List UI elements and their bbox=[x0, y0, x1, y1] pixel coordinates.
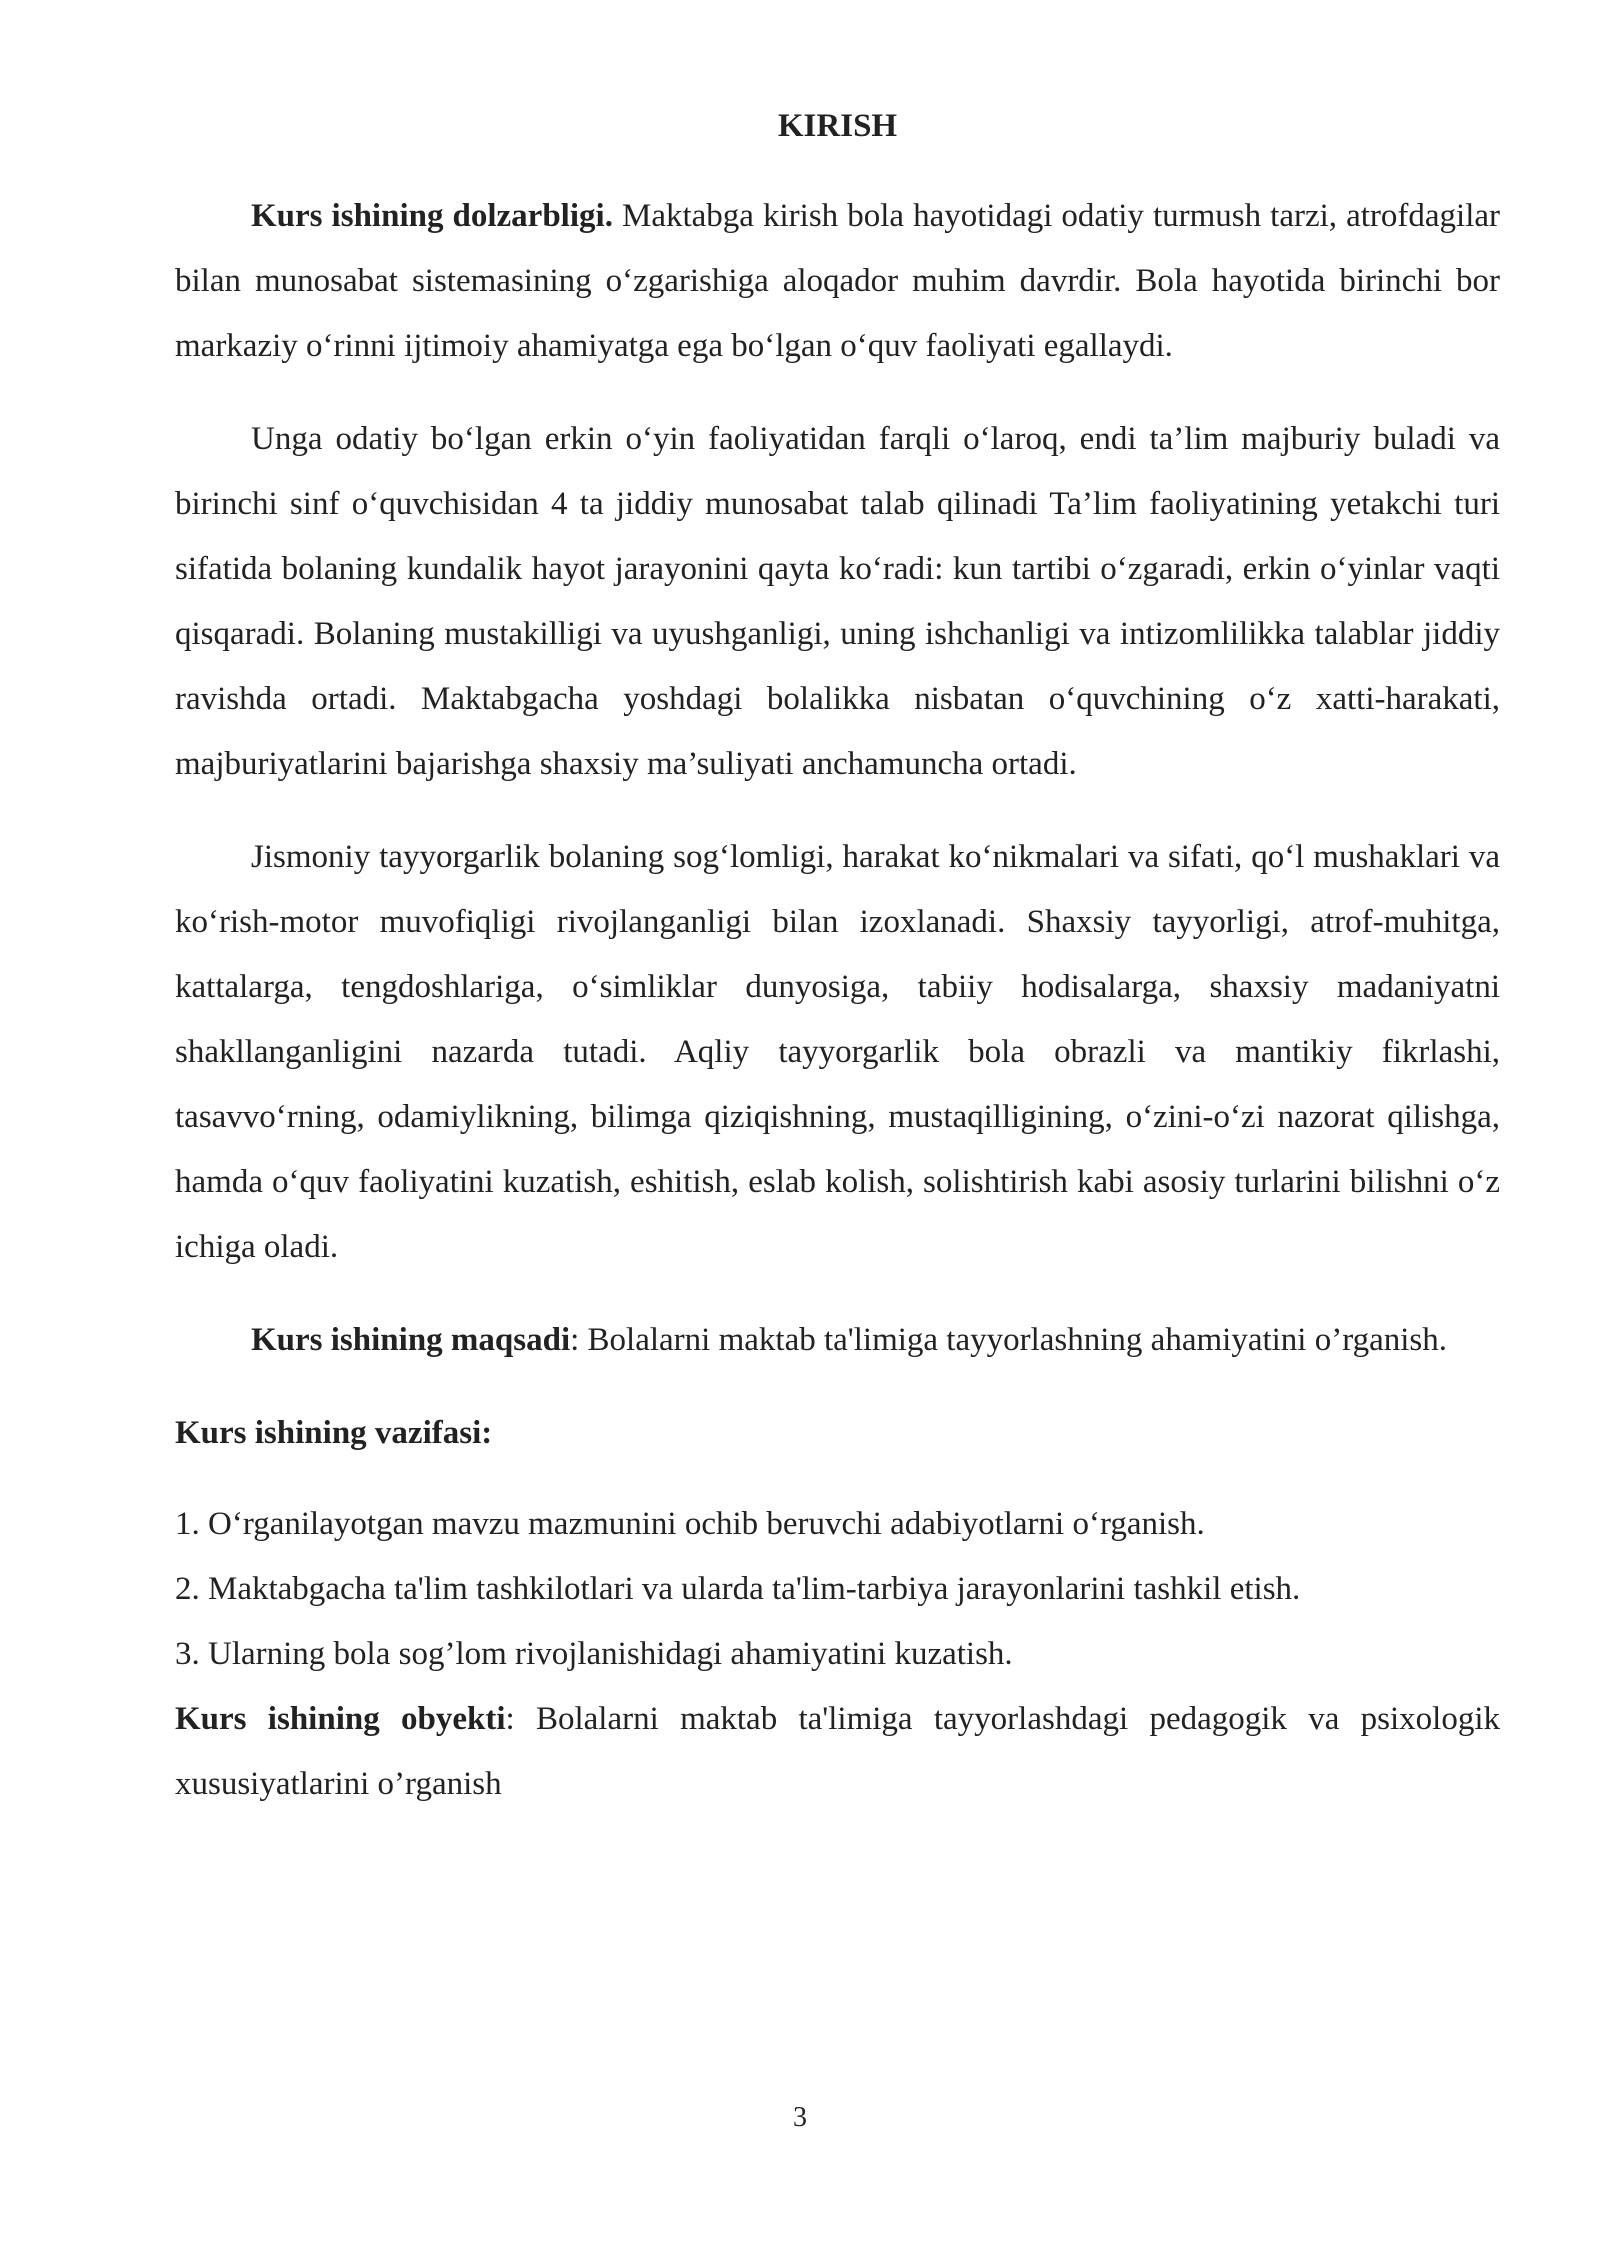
obyekti-text: : Bolalarni maktab ta'limiga tayyorlashdagi pedagogik va psixologik xususiyatlarini o’rganish bbox=[175, 1701, 1500, 1802]
vazifasi-heading: Kurs ishining vazifasi: bbox=[175, 1415, 493, 1451]
page-title: KIRISH bbox=[777, 108, 898, 144]
paragraph-dolzarbligi bbox=[175, 184, 1500, 379]
paragraph-2: Unga odatiy bo‘lgan erkin o‘yin faoliyatidan farqli o‘laroq, endi ta’lim majburiy buladi va birinchi sinf o‘quvchisidan 4 ta jiddiy munosabat talab qilinadi Ta’lim faoliyatining yetakchi turi sifatida bolaning kundalik hayot jarayonini qayta ko‘radi: kun tartibi o‘zgaradi, erkin o‘yinlar vaqti qisqaradi. Bolaning mustakilligi va uyushganligi, uning ishchanligi va intizomlilikka talablar jiddiy ravishda ortadi. Maktabgacha yoshdagi bolalikka nisbatan o‘quvchining o‘z xatti-harakati, majburiyatlarini bajarishga shaxsiy ma’suliyati anchamuncha ortadi. bbox=[175, 421, 1500, 782]
paragraph-3: Jismoniy tayyorgarlik bolaning sog‘lomligi, harakat ko‘nikmalari va sifati, qo‘l mushaklari va ko‘rish-motor muvofiqligi rivojlanganligi bilan izoxlanadi. Shaxsiy tayyorligi, atrof-muhitga, kattalarga, tengdoshlariga, o‘simliklar dunyosiga, tabiiy hodisalarga, shaxsiy madaniyatni shakllanganligini nazarda tutadi. Aqliy tayyorgarlik bola obrazli va mantikiy fikrlashi, tasavvo‘rning, odamiylikning, bilimga qiziqishning, mustaqilligining, o‘zini-o‘zi nazorat qilishga, hamda o‘quv faoliyatini kuzatish, eshitish, eslab kolish, solishtirish kabi asosiy turlarini bilishni o‘z ichiga oladi. bbox=[175, 839, 1500, 1265]
maqsadi-text: : Bolalarni maktab ta'limiga tayyorlashning ahamiyatini o’rganish. bbox=[570, 1322, 1448, 1358]
dolzarbligi-text: Maktabga kirish bola hayotidagi odatiy turmush tarzi, atrofdagilar bilan munosabat sistemasining o‘zgarishiga aloqador muhim davrdir. Bola hayotida birinchi bor markaziy o‘rinni ijtimoiy ahamiyatga ega bo‘lgan o‘quv faoliyati egallaydi. bbox=[175, 198, 1501, 364]
page-number: 3 bbox=[793, 2102, 807, 2133]
task-item-1: 1. O‘rganilayotgan mavzu mazmunini ochib beruvchi adabiyotlarni o‘rganish. bbox=[175, 1506, 1205, 1542]
task-item-3: 3. Ularning bola sog’lom rivojlanishidagi ahamiyatini kuzatish. bbox=[175, 1636, 1013, 1672]
page-content bbox=[175, 98, 1500, 1817]
dolzarbligi-label: Kurs ishining dolzarbligi. bbox=[251, 198, 613, 234]
obyekti-label: Kurs ishining obyekti bbox=[175, 1701, 506, 1737]
maqsadi-label: Kurs ishining maqsadi bbox=[251, 1322, 571, 1358]
paragraph-maqsadi bbox=[175, 1308, 1500, 1373]
task-item-2: 2. Maktabgacha ta'lim tashkilotlari va ularda ta'lim-tarbiya jarayonlarini tashkil etish. bbox=[175, 1571, 1301, 1607]
paragraph-obyekti bbox=[175, 1687, 1500, 1817]
